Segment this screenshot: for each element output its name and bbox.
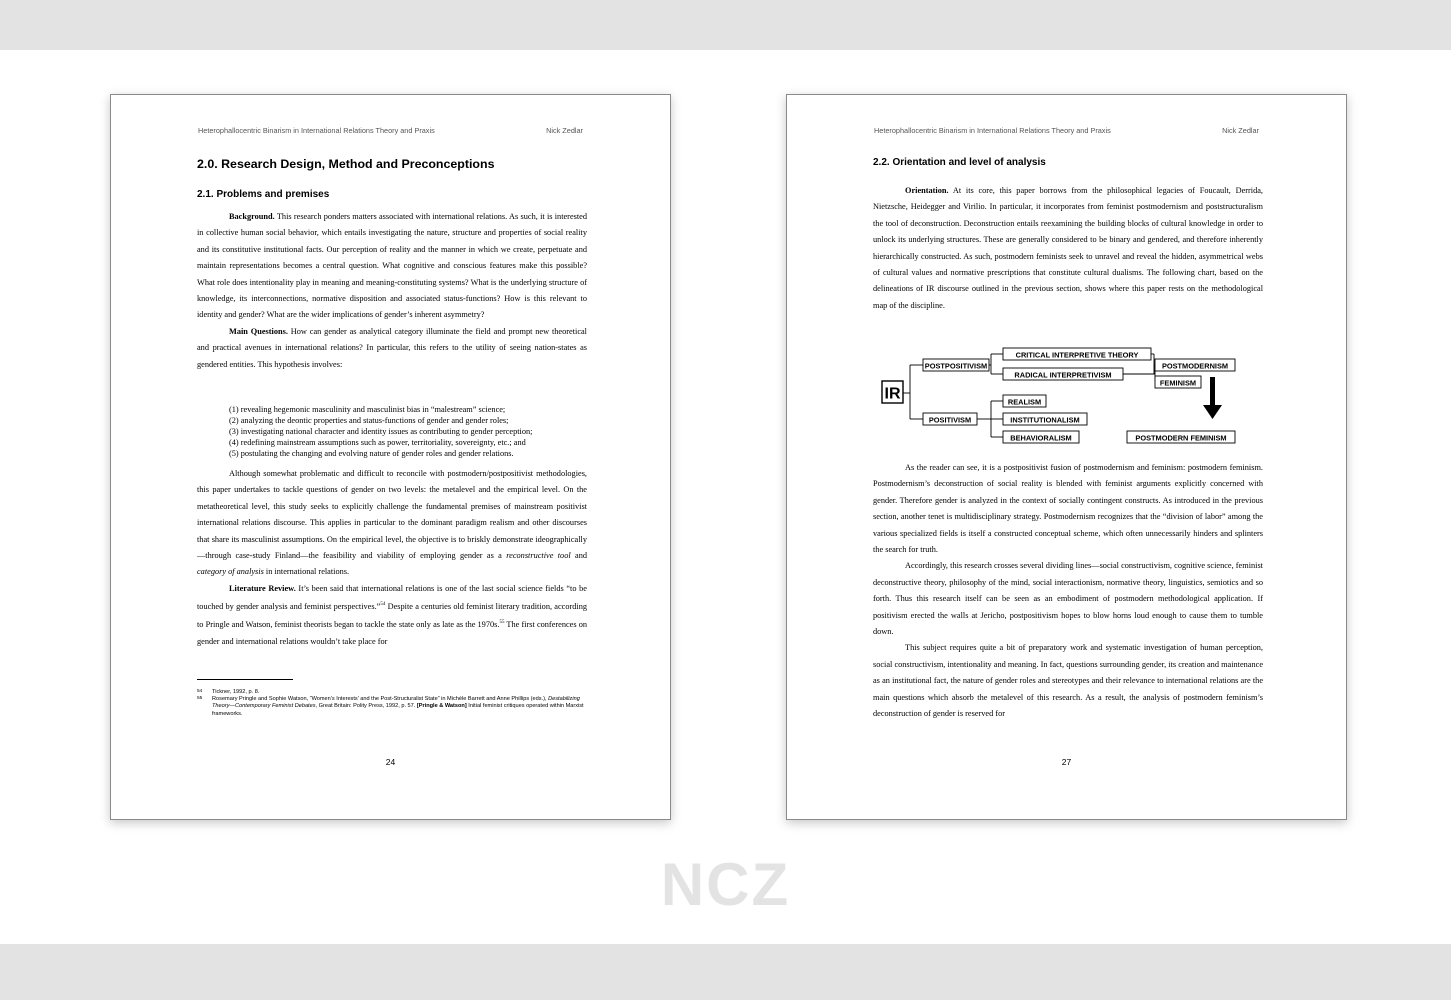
background-text: This research ponders matters associated with international relations. As such, it is interested in collective human social behavior, which entails investigating the nature, structure and properties of social reality and its constitutive institutional facts. Our perception of reality and the manner in which we create, perpetuate and maintain representations becomes a central question. What cognitive and conscious features make this possible? What role does intentionality play in meaning and meaning-constituting systems? What is the underlying structure of knowledge, its interconnections, normative disposition and associated status-functions? How is this relevant to identity and gender? What are the wider implications of gender’s inherent asymmetry? (197, 212, 587, 320)
diagram-node-ir: IR (884, 385, 901, 403)
body-text-top (197, 209, 587, 373)
footnote-emphasis: Destabilizing Theory—Contemporary Feminist Debates (212, 696, 580, 710)
diagram-node-realism: REALISM (1007, 397, 1042, 407)
main-questions-paragraph (197, 324, 587, 373)
running-header (198, 126, 583, 138)
paragraph: As the reader can see, it is a postpositivist fusion of postmodernism and feminism: postmodern feminism. Postmodernism’s deconstruction of social reality is blended with feminist arguments explicitly concerned with gender. Therefore gender is analyzed in the context of socially contingent constructs. As introduced in the previous section, another tenet is multidisciplinary strategy. Postmodernism recognizes that the “division of labor” among the various specialized fields is itself a constructed conceptual scheme, which often unnecessarily hinders and splinters the search for truth. (873, 463, 1263, 555)
diagram-node-radical-interpretivism: RADICAL INTERPRETIVISM (1014, 370, 1112, 380)
diagram-node-positivism: POSITIVISM (928, 415, 972, 425)
although-text: Although somewhat problematic and difficult to reconcile with postmodern/postpositivist methodologies, this paper undertakes to tackle questions of gender on two levels: the metalevel and the empirical level. On the metatheoretical level, this study seeks to explicitly challenge the fundamental premises of mainstream positivist international relations discourse. This applies in particular to the dominant paradigm realism and other discourses that share its masculinist assumptions. On the empirical level, the objective is to briskly demonstrate ideographically—through case-study Finland—the feasibility and viability of employing gender as a (197, 469, 587, 561)
footnote-text: , Great Britain: Polity Press, 1992, p. 57. (315, 703, 417, 710)
ncz-watermark-logo: NCZ (660, 851, 791, 918)
background-label: Background. (229, 212, 275, 221)
main-questions-text: How can gender as analytical category illuminate the field and prompt new theoretical and practical avenues in international relations? In particular, this refers to the utility of seeing nation-states as gendered entities. This hypothesis involves: (197, 326, 587, 369)
list-item: (3) investigating national character and identity issues as contributing to gender perception; (229, 427, 533, 436)
diagram-node-postpositivism: POSTPOSITIVISM (924, 361, 988, 371)
bottom-band (0, 944, 1451, 1000)
although-text: in international relations. (263, 567, 350, 577)
diagram-node-critical-interpretive-theory: CRITICAL INTERPRETIVE THEORY (1015, 350, 1139, 360)
top-band (0, 0, 1451, 50)
document-page-24 (110, 94, 671, 820)
although-emphasis: reconstructive tool (506, 551, 571, 561)
diagram-node-postmodernism: POSTMODERNISM (1161, 361, 1229, 371)
hypothesis-list (229, 404, 589, 459)
list-item: (4) redefining mainstream assumptions such as power, territoriality, sovereignty, etc.; and (229, 438, 526, 447)
footnote-text: Initial feminist critiques operated within Marxist frameworks. (212, 703, 584, 717)
footnote-divider (197, 679, 293, 680)
footnote (197, 689, 587, 696)
header-author: Nick Zedlar (546, 126, 583, 135)
main-questions-label: Main Questions. (229, 326, 288, 336)
document-page-27 (786, 94, 1347, 820)
diagram-node-institutionalism: INSTITUTIONALISM (1010, 415, 1080, 425)
subsection-title: 2.2. Orientation and level of analysis (873, 157, 1046, 168)
footnote-ref[interactable]: 55 (499, 620, 505, 626)
literature-text: Despite a centuries old feminist literary tradition, according to Pringle and Watson, feminist theorists began to tackle the state only as late as the 1970s. (197, 602, 588, 630)
ir-methodology-diagram (873, 341, 1263, 451)
literature-review-label: Literature Review. (229, 583, 296, 593)
page-number: 27 (1061, 757, 1072, 767)
footnotes (197, 689, 587, 718)
down-arrow-icon (1203, 377, 1222, 419)
background-paragraph (197, 209, 587, 324)
footnote-number: 55 (197, 696, 203, 702)
header-title: Heterophallocentric Binarism in International Relations Theory and Praxis (874, 126, 1111, 135)
literature-review-paragraph (197, 581, 587, 650)
subsection-title: 2.1. Problems and premises (197, 189, 330, 200)
orientation-text (873, 183, 1263, 314)
footnote-number: 54 (197, 689, 203, 694)
although-emphasis: category of analysis (197, 567, 264, 577)
paragraph: This subject requires quite a bit of preparatory work and systematic investigation of human perception, social constructivism, intentionality and meaning. In fact, questions surrounding gender, its creation and maintenance as an institutional fact, the nature of gender roles and stereotypes and their relevance to international relations are the main questions which absorb the metalevel of this research. As a result, the analysis of postmodern feminism’s deconstruction of gender is reserved for (873, 643, 1263, 719)
orientation-paragraph (873, 183, 1263, 314)
section-title: 2.0. Research Design, Method and Preconceptions (197, 157, 495, 171)
orientation-label: Orientation. (905, 186, 949, 195)
body-text-lower (873, 460, 1263, 723)
page-number: 24 (385, 757, 396, 767)
header-author: Nick Zedlar (1222, 126, 1259, 135)
list-item: (5) postulating the changing and evolving nature of gender roles and gender relations. (229, 449, 514, 458)
although-paragraph (197, 466, 587, 581)
paragraph: Accordingly, this research crosses several dividing lines—social constructivism, cognitive science, feminist deconstructive theory, philosophy of the mind, social interactionism, normative theory, linguistics, semiotics and so forth. Thus this research itself can be seen as an embodiment of postmodern methodological application. If positivism erected the walls at Jericho, postpositivism hopes to blow horns loud enough to cause them to tumble down. (873, 561, 1263, 637)
diagram-node-behavioralism: BEHAVIORALISM (1010, 433, 1072, 443)
list-item: (1) revealing hegemonic masculinity and masculinist bias in “malestream” science; (229, 405, 506, 414)
footnote-ref[interactable]: 54 (380, 602, 386, 608)
header-title: Heterophallocentric Binarism in International Relations Theory and Praxis (198, 126, 435, 135)
running-header (874, 126, 1259, 138)
footnote-text: Rosemary Pringle and Sophie Watson, “Women’s Interests’ and the Post-Structuralist State” in Michèle Barrett and Anne Phillips (eds.), (212, 696, 549, 703)
list-item: (2) analyzing the deontic properties and status-functions of gender and gender roles; (229, 416, 509, 425)
orientation-body: At its core, this paper borrows from the philosophical legacies of Foucault, Derrida, Nietzsche, Heidegger and Virilio. In particular, it incorporates from feminist postmodernism and poststructuralism the tool of deconstruction. Deconstruction entails reexamining the building blocks of cultural knowledge in order to unlock its underlying structures. These are generally considered to be binary and gendered, and therefore inherently hierarchically constructed. As such, postmodern feminists seek to unravel and reveal the hidden, asymmetrical webs of cultural values and normative prescriptions that constitute cultural dualisms. The following chart, based on the delineations of IR discourse outlined in the previous section, shows where this paper rests on the methodological map of the discipline. (873, 186, 1263, 310)
diagram-node-postmodern-feminism: POSTMODERN FEMINISM (1135, 433, 1227, 443)
footnote (197, 696, 587, 718)
although-text: and (570, 551, 587, 561)
diagram-svg (873, 341, 1263, 451)
footnote-strong: [Pringle & Watson] (416, 703, 467, 710)
literature-text: It’s been said that international relations is one of the last social science fields “to be touched by gender analysis and feminist perspectives.” (197, 583, 587, 612)
body-text-bottom (197, 466, 587, 650)
diagram-node-feminism: FEMINISM (1159, 378, 1197, 388)
footnote-text: Tickner, 1992, p. 8. (212, 689, 260, 695)
literature-text: The first conferences on gender and international relations wouldn’t take place for (197, 620, 587, 646)
